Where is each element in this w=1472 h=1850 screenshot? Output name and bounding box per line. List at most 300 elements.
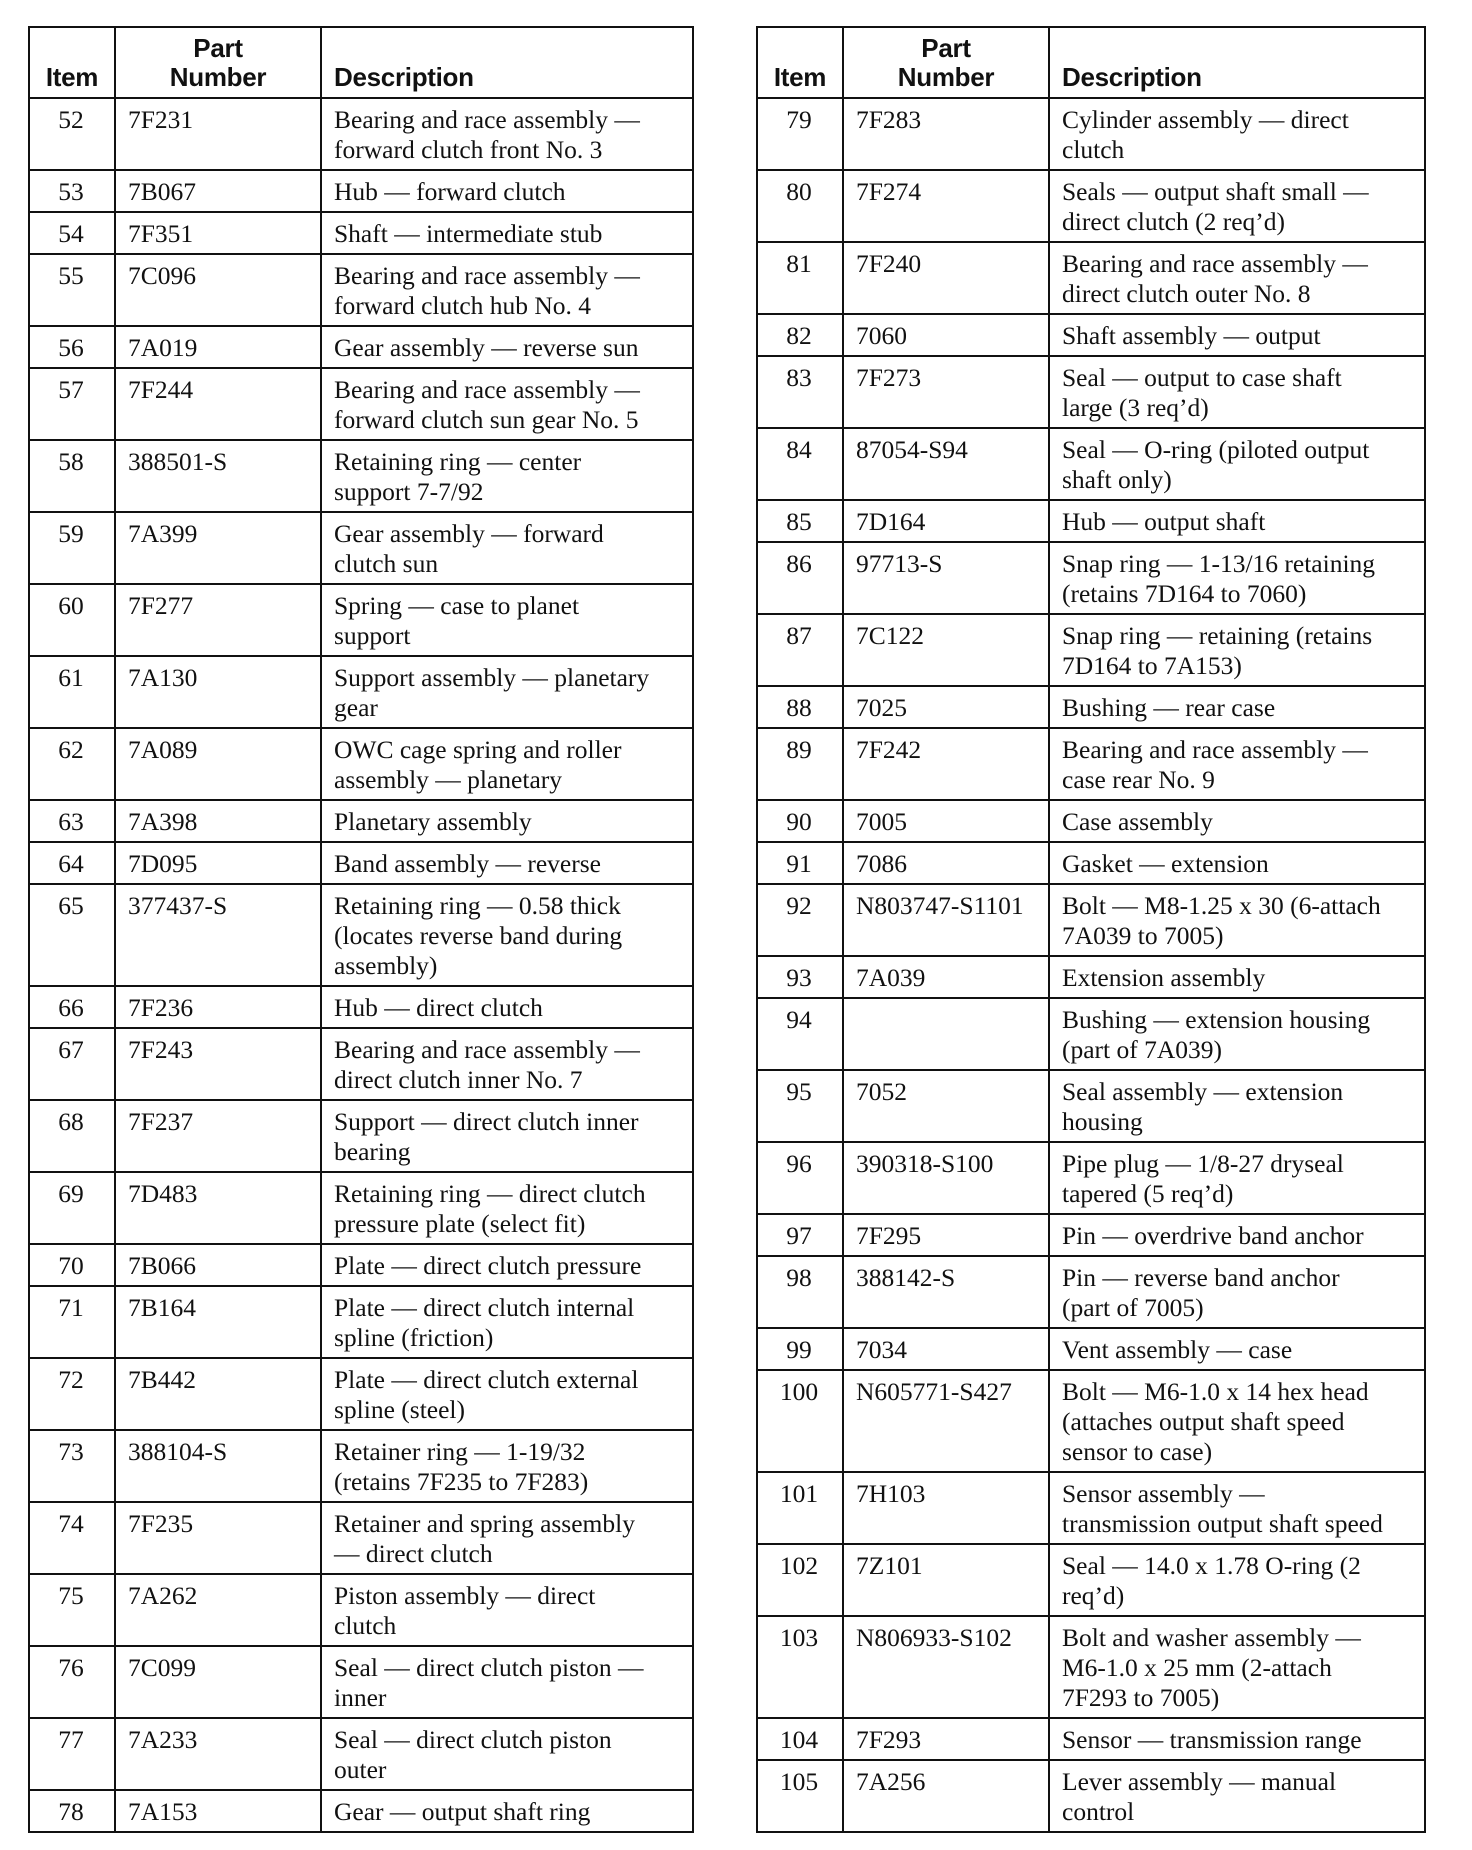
description-cell xyxy=(321,98,693,170)
part-number-cell: 7086 xyxy=(843,842,1049,884)
description-line: Hub — forward clutch xyxy=(334,177,566,206)
description-line: Bushing — rear case xyxy=(1062,693,1276,722)
description-cell xyxy=(1049,356,1425,428)
parts-table-right-body xyxy=(757,98,1425,1832)
description-line: Bolt — M6-1.0 x 14 hex head xyxy=(1062,1377,1369,1406)
description-line: Retainer and spring assembly xyxy=(334,1509,635,1538)
part-number-cell: N803747-S1101 xyxy=(843,884,1049,956)
table-row xyxy=(757,242,1425,314)
table-row xyxy=(29,728,693,800)
part-number-cell: 7F242 xyxy=(843,728,1049,800)
table-row xyxy=(29,1172,693,1244)
table-row xyxy=(29,986,693,1028)
description-line: Pin — reverse band anchor xyxy=(1062,1263,1340,1292)
item-number-cell: 69 xyxy=(29,1172,115,1244)
part-number-cell: 7A089 xyxy=(115,728,321,800)
description-cell xyxy=(321,656,693,728)
description-line: Plate — direct clutch external xyxy=(334,1365,639,1394)
item-number-cell: 80 xyxy=(757,170,843,242)
description-line: Retaining ring — direct clutch xyxy=(334,1179,646,1208)
table-header-row xyxy=(757,27,1425,98)
description-cell xyxy=(1049,500,1425,542)
part-number-cell: 7A398 xyxy=(115,800,321,842)
part-number-cell: 7F274 xyxy=(843,170,1049,242)
table-row xyxy=(757,1616,1425,1718)
description-line: spline (steel) xyxy=(334,1395,465,1424)
description-line: Vent assembly — case xyxy=(1062,1335,1293,1364)
description-cell xyxy=(1049,1544,1425,1616)
part-number-column-header: Part Number xyxy=(115,27,321,98)
item-number-cell: 100 xyxy=(757,1370,843,1472)
description-line: (retains 7D164 to 7060) xyxy=(1062,579,1307,608)
description-cell xyxy=(321,584,693,656)
description-line: Seal assembly — extension xyxy=(1062,1077,1344,1106)
item-number-cell: 78 xyxy=(29,1790,115,1832)
item-number-cell: 84 xyxy=(757,428,843,500)
description-line: case rear No. 9 xyxy=(1062,765,1215,794)
item-number-cell: 90 xyxy=(757,800,843,842)
item-number-cell: 58 xyxy=(29,440,115,512)
description-line: outer xyxy=(334,1755,387,1784)
table-row xyxy=(29,98,693,170)
item-number-cell: 63 xyxy=(29,800,115,842)
description-line: Lever assembly — manual xyxy=(1062,1767,1337,1796)
description-cell xyxy=(321,512,693,584)
item-number-cell: 98 xyxy=(757,1256,843,1328)
description-column-header: Description xyxy=(321,27,693,98)
description-line: bearing xyxy=(334,1137,411,1166)
description-cell xyxy=(321,1358,693,1430)
part-number-cell: 7F295 xyxy=(843,1214,1049,1256)
item-number-cell: 61 xyxy=(29,656,115,728)
item-number-cell: 85 xyxy=(757,500,843,542)
part-number-cell: 7C122 xyxy=(843,614,1049,686)
part-number-cell: 7060 xyxy=(843,314,1049,356)
table-row xyxy=(29,1358,693,1430)
description-line: forward clutch front No. 3 xyxy=(334,135,603,164)
description-cell xyxy=(321,986,693,1028)
item-number-cell: 73 xyxy=(29,1430,115,1502)
part-number-cell: 7Z101 xyxy=(843,1544,1049,1616)
description-cell xyxy=(1049,314,1425,356)
part-number-cell: 7A153 xyxy=(115,1790,321,1832)
description-line: transmission output shaft speed xyxy=(1062,1509,1383,1538)
description-line: Pipe plug — 1/8-27 dryseal xyxy=(1062,1149,1344,1178)
table-row xyxy=(29,170,693,212)
item-number-cell: 87 xyxy=(757,614,843,686)
part-number-cell: 7F231 xyxy=(115,98,321,170)
description-line: Shaft — intermediate stub xyxy=(334,219,603,248)
description-line: Bearing and race assembly — xyxy=(1062,735,1368,764)
part-number-cell: N605771-S427 xyxy=(843,1370,1049,1472)
description-line: pressure plate (select fit) xyxy=(334,1209,586,1238)
part-number-cell: 7F244 xyxy=(115,368,321,440)
description-line: (attaches output shaft speed xyxy=(1062,1407,1345,1436)
description-line: 7A039 to 7005) xyxy=(1062,921,1224,950)
table-row xyxy=(757,1256,1425,1328)
part-number-cell: 7A256 xyxy=(843,1760,1049,1832)
item-number-cell: 96 xyxy=(757,1142,843,1214)
description-line: — direct clutch xyxy=(334,1539,493,1568)
part-number-cell: 97713-S xyxy=(843,542,1049,614)
description-cell xyxy=(1049,1070,1425,1142)
description-cell xyxy=(321,1100,693,1172)
table-row xyxy=(757,1214,1425,1256)
description-line: Bearing and race assembly — xyxy=(334,105,640,134)
description-line: forward clutch sun gear No. 5 xyxy=(334,405,639,434)
description-line: spline (friction) xyxy=(334,1323,494,1352)
part-number-cell: 7F283 xyxy=(843,98,1049,170)
part-number-cell: 7D095 xyxy=(115,842,321,884)
item-number-cell: 86 xyxy=(757,542,843,614)
description-cell xyxy=(1049,998,1425,1070)
description-line: Planetary assembly xyxy=(334,807,532,836)
description-cell xyxy=(1049,1256,1425,1328)
part-number-cell: 7F237 xyxy=(115,1100,321,1172)
table-row xyxy=(29,326,693,368)
description-line: (retains 7F235 to 7F283) xyxy=(334,1467,589,1496)
item-number-cell: 72 xyxy=(29,1358,115,1430)
description-cell xyxy=(321,440,693,512)
table-row xyxy=(757,1328,1425,1370)
description-line: Bolt — M8-1.25 x 30 (6-attach xyxy=(1062,891,1381,920)
description-line: clutch xyxy=(1062,135,1125,164)
description-line: assembly) xyxy=(334,951,438,980)
description-line: assembly — planetary xyxy=(334,765,563,794)
description-cell xyxy=(321,842,693,884)
description-cell xyxy=(1049,728,1425,800)
part-number-cell xyxy=(843,998,1049,1070)
description-cell xyxy=(321,1286,693,1358)
item-number-cell: 92 xyxy=(757,884,843,956)
part-number-cell: 7A399 xyxy=(115,512,321,584)
description-line: Bushing — extension housing xyxy=(1062,1005,1371,1034)
description-cell xyxy=(321,800,693,842)
description-cell xyxy=(321,170,693,212)
part-number-cell: 7A039 xyxy=(843,956,1049,998)
description-cell xyxy=(321,254,693,326)
part-number-cell: 7F235 xyxy=(115,1502,321,1574)
table-row xyxy=(29,212,693,254)
table-row xyxy=(29,1028,693,1100)
description-line: Seal — direct clutch piston — xyxy=(334,1653,644,1682)
item-column-header: Item xyxy=(29,27,115,98)
item-number-cell: 89 xyxy=(757,728,843,800)
table-row xyxy=(29,1244,693,1286)
part-number-cell: 7F243 xyxy=(115,1028,321,1100)
table-row xyxy=(757,1142,1425,1214)
description-cell xyxy=(321,1244,693,1286)
description-line: Gear assembly — forward xyxy=(334,519,604,548)
part-number-cell: 7D164 xyxy=(843,500,1049,542)
item-number-cell: 82 xyxy=(757,314,843,356)
description-line: Retaining ring — center xyxy=(334,447,582,476)
item-number-cell: 60 xyxy=(29,584,115,656)
item-number-cell: 103 xyxy=(757,1616,843,1718)
part-number-cell: N806933-S102 xyxy=(843,1616,1049,1718)
item-number-cell: 88 xyxy=(757,686,843,728)
part-number-cell: 388142-S xyxy=(843,1256,1049,1328)
part-number-cell: 7F240 xyxy=(843,242,1049,314)
description-cell xyxy=(1049,170,1425,242)
description-line: support 7-7/92 xyxy=(334,477,484,506)
description-cell xyxy=(1049,1472,1425,1544)
part-number-cell: 87054-S94 xyxy=(843,428,1049,500)
description-line: Support assembly — planetary xyxy=(334,663,650,692)
table-row xyxy=(29,584,693,656)
item-number-cell: 81 xyxy=(757,242,843,314)
table-row xyxy=(757,500,1425,542)
description-line: Piston assembly — direct xyxy=(334,1581,596,1610)
description-cell xyxy=(1049,1214,1425,1256)
item-number-cell: 56 xyxy=(29,326,115,368)
description-line: Band assembly — reverse xyxy=(334,849,601,878)
item-number-cell: 67 xyxy=(29,1028,115,1100)
description-line: Snap ring — 1-13/16 retaining xyxy=(1062,549,1376,578)
description-cell xyxy=(321,728,693,800)
description-cell xyxy=(321,212,693,254)
description-line: Hub — output shaft xyxy=(1062,507,1266,536)
description-line: Case assembly xyxy=(1062,807,1213,836)
description-line: support xyxy=(334,621,411,650)
description-cell xyxy=(1049,1616,1425,1718)
description-cell xyxy=(1049,956,1425,998)
table-row xyxy=(29,1646,693,1718)
description-line: Hub — direct clutch xyxy=(334,993,543,1022)
description-line: Seal — O-ring (piloted output xyxy=(1062,435,1370,464)
table-row xyxy=(29,1100,693,1172)
description-cell xyxy=(1049,1142,1425,1214)
table-row xyxy=(757,842,1425,884)
description-line: Gasket — extension xyxy=(1062,849,1269,878)
item-number-cell: 105 xyxy=(757,1760,843,1832)
description-cell xyxy=(321,1430,693,1502)
item-number-cell: 71 xyxy=(29,1286,115,1358)
item-number-cell: 64 xyxy=(29,842,115,884)
description-line: M6-1.0 x 25 mm (2-attach xyxy=(1062,1653,1332,1682)
description-cell xyxy=(1049,686,1425,728)
part-number-cell: 7C099 xyxy=(115,1646,321,1718)
table-header-row xyxy=(29,27,693,98)
part-number-cell: 7025 xyxy=(843,686,1049,728)
description-line: Support — direct clutch inner xyxy=(334,1107,639,1136)
parts-table-left-body xyxy=(29,98,693,1832)
table-row xyxy=(29,254,693,326)
table-row xyxy=(757,1472,1425,1544)
table-row xyxy=(757,956,1425,998)
description-line: Seal — 14.0 x 1.78 O-ring (2 xyxy=(1062,1551,1361,1580)
table-row xyxy=(757,800,1425,842)
item-number-cell: 59 xyxy=(29,512,115,584)
table-row xyxy=(757,542,1425,614)
description-line: gear xyxy=(334,693,378,722)
item-number-cell: 79 xyxy=(757,98,843,170)
item-number-cell: 94 xyxy=(757,998,843,1070)
item-number-cell: 52 xyxy=(29,98,115,170)
item-number-cell: 91 xyxy=(757,842,843,884)
description-line: Sensor — transmission range xyxy=(1062,1725,1362,1754)
table-row xyxy=(757,728,1425,800)
part-number-cell: 7F351 xyxy=(115,212,321,254)
part-number-cell: 7F273 xyxy=(843,356,1049,428)
part-number-column-header: Part Number xyxy=(843,27,1049,98)
part-number-cell: 7034 xyxy=(843,1328,1049,1370)
item-number-cell: 68 xyxy=(29,1100,115,1172)
table-row xyxy=(757,686,1425,728)
part-number-cell: 7B164 xyxy=(115,1286,321,1358)
part-number-cell: 7A233 xyxy=(115,1718,321,1790)
part-number-cell: 7F236 xyxy=(115,986,321,1028)
description-cell xyxy=(321,368,693,440)
description-line: direct clutch outer No. 8 xyxy=(1062,279,1311,308)
table-row xyxy=(757,356,1425,428)
parts-table-left xyxy=(28,26,694,1833)
description-line: Spring — case to planet xyxy=(334,591,580,620)
description-line: Seal — output to case shaft xyxy=(1062,363,1342,392)
item-number-cell: 93 xyxy=(757,956,843,998)
table-row xyxy=(757,428,1425,500)
description-line: tapered (5 req’d) xyxy=(1062,1179,1234,1208)
description-line: Bolt and washer assembly — xyxy=(1062,1623,1361,1652)
description-cell xyxy=(1049,1718,1425,1760)
description-line: Retaining ring — 0.58 thick xyxy=(334,891,621,920)
part-number-cell: 377437-S xyxy=(115,884,321,986)
table-row xyxy=(757,1070,1425,1142)
description-cell xyxy=(1049,884,1425,956)
description-cell xyxy=(1049,1328,1425,1370)
item-number-cell: 97 xyxy=(757,1214,843,1256)
table-row xyxy=(757,170,1425,242)
table-row xyxy=(757,884,1425,956)
item-number-cell: 53 xyxy=(29,170,115,212)
description-cell xyxy=(321,1718,693,1790)
table-row xyxy=(29,1430,693,1502)
item-column-header: Item xyxy=(757,27,843,98)
table-row xyxy=(29,1718,693,1790)
item-number-cell: 102 xyxy=(757,1544,843,1616)
description-cell xyxy=(1049,98,1425,170)
table-row xyxy=(29,884,693,986)
description-cell xyxy=(1049,614,1425,686)
description-line: Bearing and race assembly — xyxy=(334,1035,640,1064)
description-line: Extension assembly xyxy=(1062,963,1266,992)
description-line: Cylinder assembly — direct xyxy=(1062,105,1349,134)
description-cell xyxy=(1049,1760,1425,1832)
table-row xyxy=(29,440,693,512)
description-line: Snap ring — retaining (retains xyxy=(1062,621,1373,650)
item-number-cell: 76 xyxy=(29,1646,115,1718)
item-number-cell: 74 xyxy=(29,1502,115,1574)
description-line: Gear assembly — reverse sun xyxy=(334,333,639,362)
item-number-cell: 77 xyxy=(29,1718,115,1790)
description-line: Shaft assembly — output xyxy=(1062,321,1321,350)
description-line: direct clutch inner No. 7 xyxy=(334,1065,583,1094)
table-row xyxy=(29,842,693,884)
description-line: direct clutch (2 req’d) xyxy=(1062,207,1286,236)
description-line: Bearing and race assembly — xyxy=(334,375,640,404)
description-cell xyxy=(321,1574,693,1646)
description-line: Seals — output shaft small — xyxy=(1062,177,1369,206)
description-line: Retainer ring — 1-19/32 xyxy=(334,1437,586,1466)
part-number-cell: 7B442 xyxy=(115,1358,321,1430)
description-line: clutch sun xyxy=(334,549,439,578)
table-row xyxy=(29,1502,693,1574)
part-number-cell: 7052 xyxy=(843,1070,1049,1142)
description-line: inner xyxy=(334,1683,387,1712)
table-row xyxy=(757,1544,1425,1616)
part-number-cell: 7005 xyxy=(843,800,1049,842)
description-line: Gear — output shaft ring xyxy=(334,1797,591,1826)
description-line: Plate — direct clutch internal xyxy=(334,1293,635,1322)
description-line: shaft only) xyxy=(1062,465,1172,494)
description-line: Plate — direct clutch pressure xyxy=(334,1251,642,1280)
item-number-cell: 65 xyxy=(29,884,115,986)
description-line: Pin — overdrive band anchor xyxy=(1062,1221,1364,1250)
description-cell xyxy=(1049,242,1425,314)
description-line: clutch xyxy=(334,1611,397,1640)
part-number-cell: 7F293 xyxy=(843,1718,1049,1760)
part-number-cell: 7F277 xyxy=(115,584,321,656)
parts-table-right xyxy=(756,26,1426,1833)
table-row xyxy=(29,800,693,842)
table-row xyxy=(757,614,1425,686)
item-number-cell: 99 xyxy=(757,1328,843,1370)
description-line: Sensor assembly — xyxy=(1062,1479,1265,1508)
part-number-cell: 7B066 xyxy=(115,1244,321,1286)
item-number-cell: 104 xyxy=(757,1718,843,1760)
description-cell xyxy=(321,326,693,368)
part-number-cell: 7H103 xyxy=(843,1472,1049,1544)
part-number-cell: 7D483 xyxy=(115,1172,321,1244)
item-number-cell: 66 xyxy=(29,986,115,1028)
table-row xyxy=(757,314,1425,356)
description-line: req’d) xyxy=(1062,1581,1125,1610)
description-cell xyxy=(321,1172,693,1244)
item-number-cell: 83 xyxy=(757,356,843,428)
description-line: OWC cage spring and roller xyxy=(334,735,622,764)
part-number-cell: 7C096 xyxy=(115,254,321,326)
description-cell xyxy=(321,1028,693,1100)
description-line: 7F293 to 7005) xyxy=(1062,1683,1220,1712)
item-number-cell: 101 xyxy=(757,1472,843,1544)
table-row xyxy=(757,1760,1425,1832)
table-row xyxy=(29,1286,693,1358)
part-number-cell: 7B067 xyxy=(115,170,321,212)
description-line: Bearing and race assembly — xyxy=(1062,249,1368,278)
table-row xyxy=(757,1718,1425,1760)
description-cell xyxy=(1049,428,1425,500)
description-cell xyxy=(1049,542,1425,614)
table-row xyxy=(757,98,1425,170)
table-row xyxy=(29,1574,693,1646)
description-cell xyxy=(1049,800,1425,842)
description-cell xyxy=(1049,842,1425,884)
part-number-cell: 388501-S xyxy=(115,440,321,512)
item-number-cell: 55 xyxy=(29,254,115,326)
description-cell xyxy=(321,1790,693,1832)
part-number-cell: 388104-S xyxy=(115,1430,321,1502)
description-line: Bearing and race assembly — xyxy=(334,261,640,290)
description-cell xyxy=(1049,1370,1425,1472)
description-line: (part of 7A039) xyxy=(1062,1035,1223,1064)
part-number-cell: 390318-S100 xyxy=(843,1142,1049,1214)
table-row xyxy=(29,512,693,584)
description-line: housing xyxy=(1062,1107,1143,1136)
table-row xyxy=(29,656,693,728)
description-line: Seal — direct clutch piston xyxy=(334,1725,612,1754)
description-cell xyxy=(321,1646,693,1718)
description-line: 7D164 to 7A153) xyxy=(1062,651,1242,680)
